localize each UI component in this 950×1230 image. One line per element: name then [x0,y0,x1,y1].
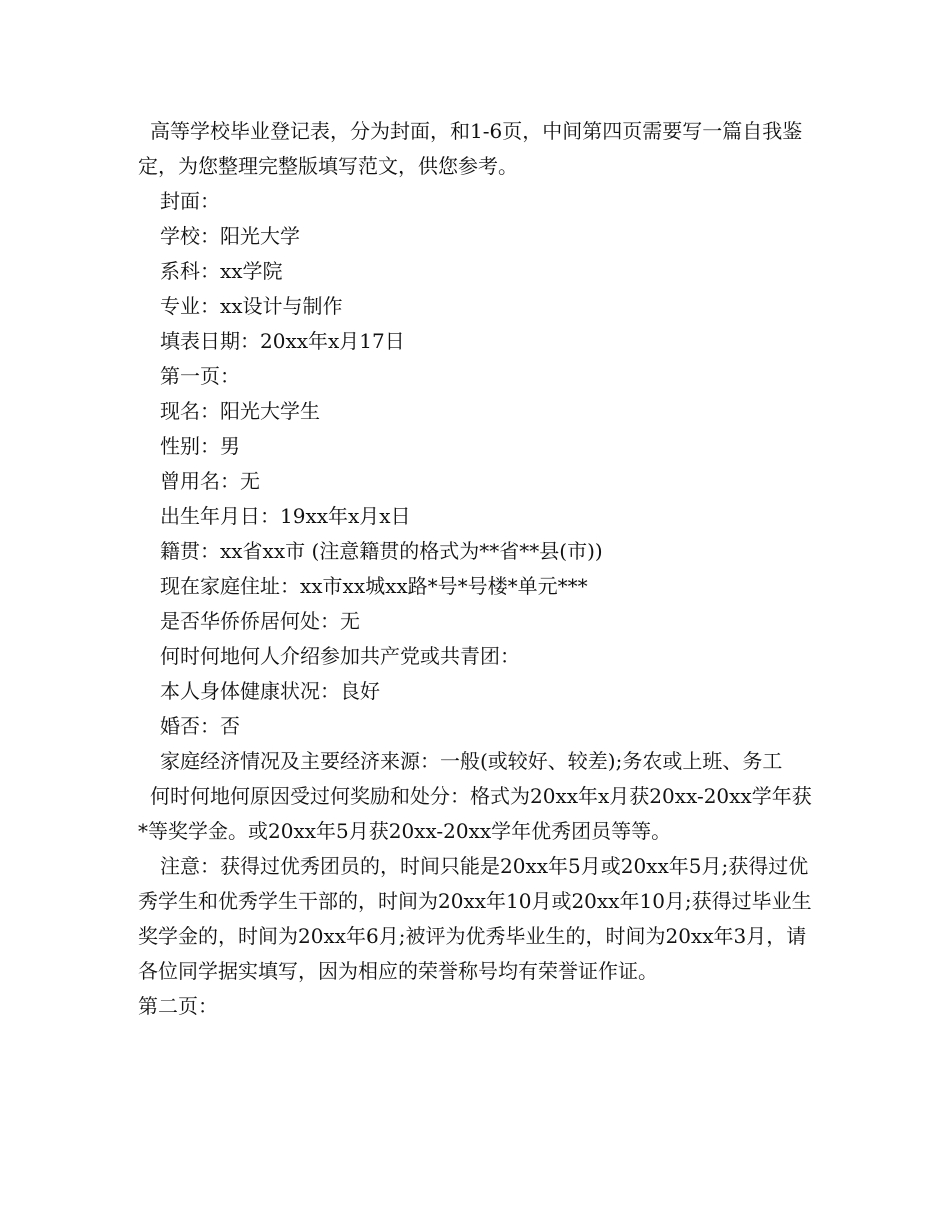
school-line: 学校：阳光大学 [160,224,300,248]
intro-paragraph: 高等学校毕业登记表，分为封面，和1-6页，中间第四页需要写一篇自我鉴定，为您整理完整版填写范文，供您参考。 [138,119,803,178]
birth-date-line: 出生年月日：19xx年x月x日 [160,504,411,528]
health-status-line: 本人身体健康状况：良好 [160,679,380,703]
overseas-chinese-line: 是否华侨侨居何处：无 [160,609,360,633]
awards-paragraph: 何时何地何原因受过何奖励和处分：格式为20xx年x月获20xx-20xx学年获*等奖学金。或20xx年5月获20xx-20xx学年优秀团员等等。 [138,784,812,843]
party-membership-line: 何时何地何人介绍参加共产党或共青团： [160,644,520,668]
note-paragraph: 注意：获得过优秀团员的，时间只能是20xx年5月或20xx年5月;获得过优秀学生和优秀学生干部的，时间为20xx年10月或20xx年10月;获得过毕业生奖学金的，时间为20xx年6月;被评为优秀毕业生的，时间为20xx年3月，请各位同学据实填写，因为相应的荣誉称号均有荣誉证作证。 [138,854,812,983]
major-line: 专业：xx设计与制作 [160,294,343,318]
gender-line: 性别：男 [160,434,240,458]
page-one-heading: 第一页： [160,364,240,388]
current-name-line: 现名：阳光大学生 [160,399,320,423]
page-two-heading: 第二页： [138,994,218,1018]
marital-status-line: 婚否：否 [160,714,240,738]
former-name-line: 曾用名：无 [160,469,260,493]
fill-date-line: 填表日期：20xx年x月17日 [160,329,405,353]
home-address-line: 现在家庭住址：xx市xx城xx路*号*号楼*单元*** [160,574,588,598]
department-line: 系科：xx学院 [160,259,283,283]
native-place-line: 籍贯：xx省xx市 (注意籍贯的格式为**省**县(市)) [160,539,603,563]
cover-heading: 封面： [160,189,220,213]
family-economy-paragraph: 家庭经济情况及主要经济来源：一般(或较好、较差);务农或上班、务工 [160,749,783,773]
document-body [138,114,814,1024]
